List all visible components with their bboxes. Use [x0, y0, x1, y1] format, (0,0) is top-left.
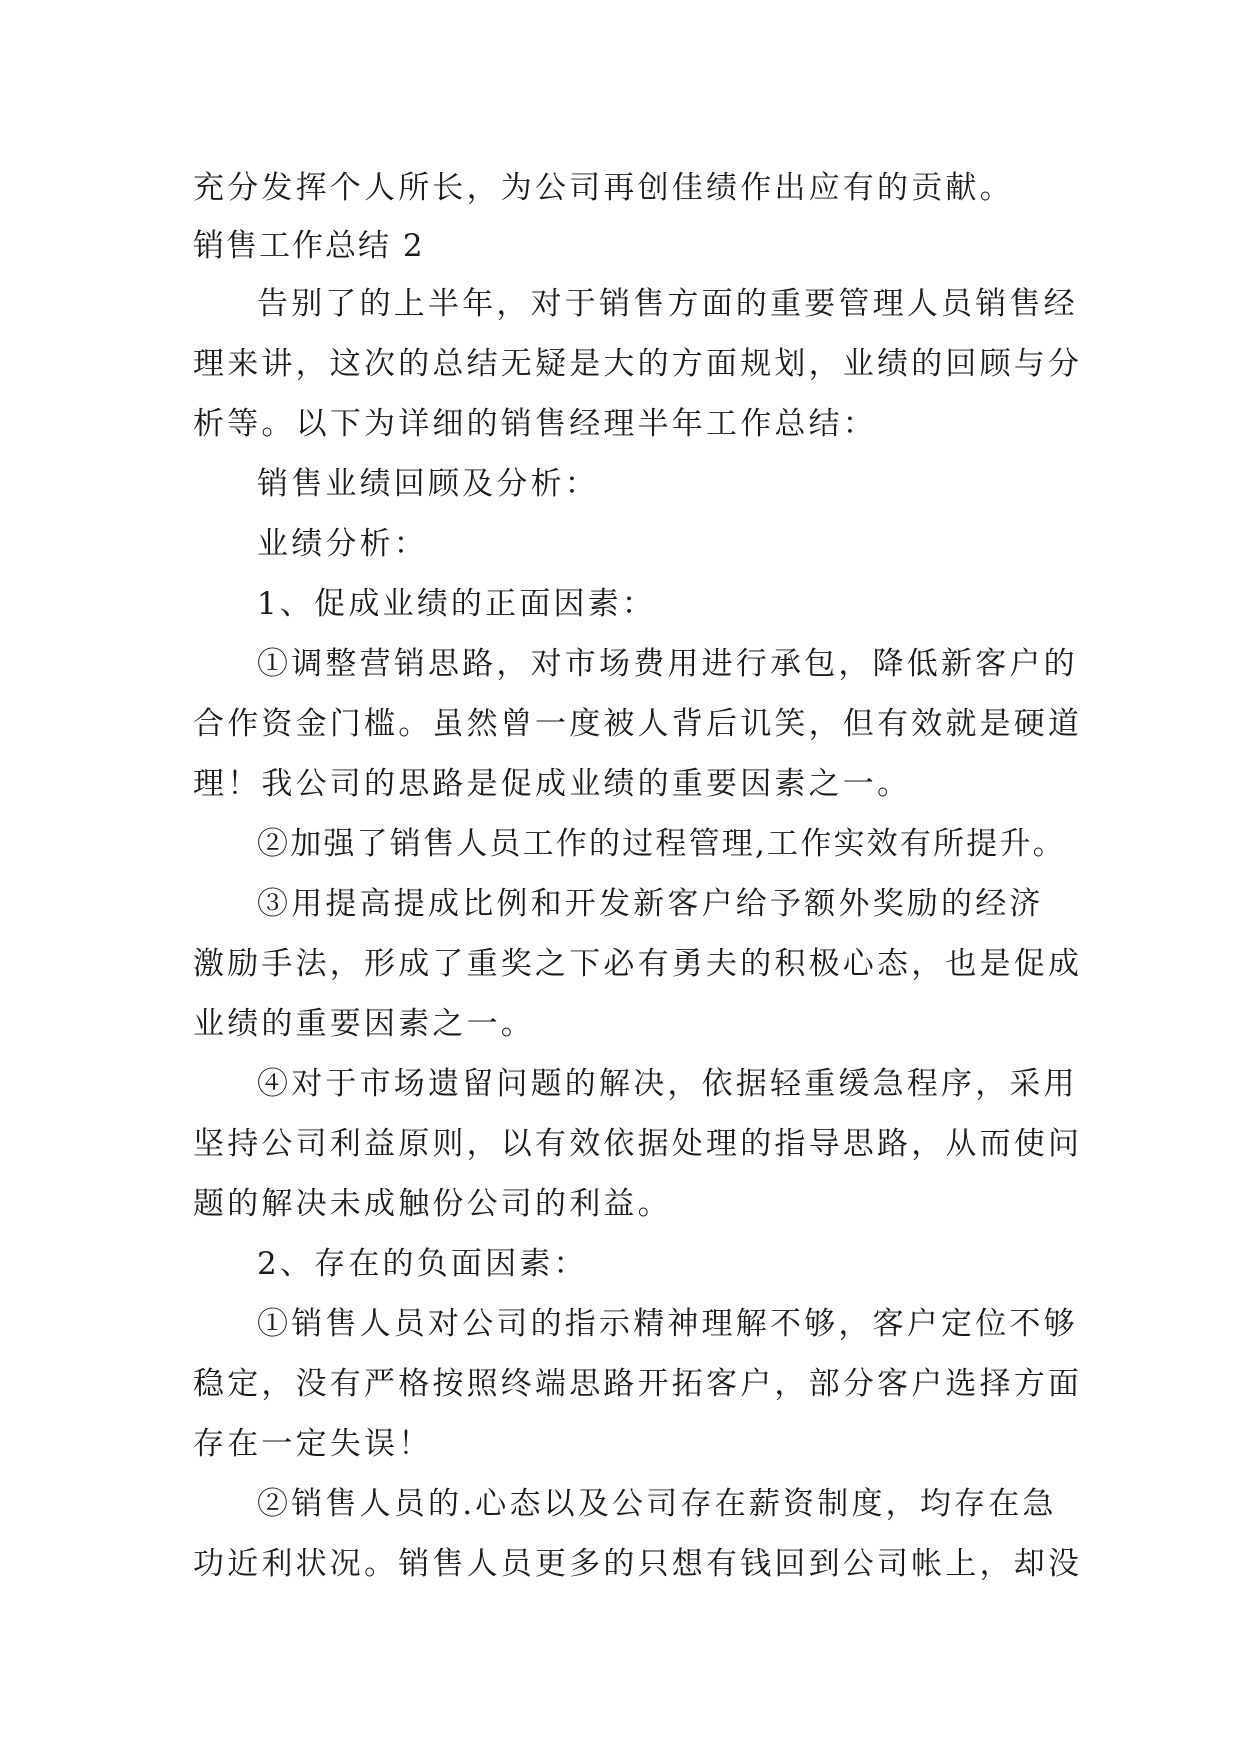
list-heading: 1、促成业绩的正面因素：	[257, 586, 657, 622]
list-item-line: 题的解决未成触份公司的利益。	[193, 1186, 672, 1222]
subheading-line: 业绩分析：	[257, 526, 428, 562]
paragraph-line: 理来讲，这次的总结无疑是大的方面规划，业绩的回顾与分	[193, 346, 1083, 382]
list-item-line: 功近利状况。销售人员更多的只想有钱回到公司帐上，却没	[193, 1546, 1083, 1582]
list-item-line: ④对于市场遗留问题的解决，依据轻重缓急程序，采用	[257, 1066, 1078, 1102]
document-page	[193, 158, 1083, 1594]
list-item-line: 存在一定失误！	[193, 1426, 433, 1462]
list-item-line: 稳定，没有严格按照终端思路开拓客户，部分客户选择方面	[193, 1366, 1083, 1402]
list-item-line: ③用提高提成比例和开发新客户给予额外奖励的经济	[257, 886, 1044, 922]
list-item-line: 理！我公司的思路是促成业绩的重要因素之一。	[193, 766, 912, 802]
list-item-line: 坚持公司利益原则，以有效依据处理的指导思路，从而使问	[193, 1126, 1083, 1162]
list-item-line: ②加强了销售人员工作的过程管理,工作实效有所提升。	[257, 826, 1066, 862]
subheading-line: 销售业绩回顾及分析：	[257, 466, 599, 502]
list-heading: 2、存在的负面因素：	[257, 1246, 588, 1282]
section-heading: 销售工作总结 2	[193, 228, 425, 264]
list-item-line: 激励手法，形成了重奖之下必有勇夫的积极心态，也是促成	[193, 946, 1083, 982]
list-item-line: 合作资金门槛。虽然曾一度被人背后讥笑，但有效就是硬道	[193, 706, 1083, 742]
paragraph-line: 告别了的上半年，对于销售方面的重要管理人员销售经	[257, 286, 1078, 322]
list-item-line: ②销售人员的.心态以及公司存在薪资制度，均存在急	[257, 1486, 1057, 1522]
paragraph-line: 析等。以下为详细的销售经理半年工作总结：	[193, 406, 877, 442]
paragraph-line: 充分发挥个人所长，为公司再创佳绩作出应有的贡献。	[193, 170, 1014, 206]
list-item-line: ①调整营销思路，对市场费用进行承包，降低新客户的	[257, 646, 1078, 682]
list-item-line: 业绩的重要因素之一。	[193, 1006, 535, 1042]
list-item-line: ①销售人员对公司的指示精神理解不够，客户定位不够	[257, 1306, 1078, 1342]
